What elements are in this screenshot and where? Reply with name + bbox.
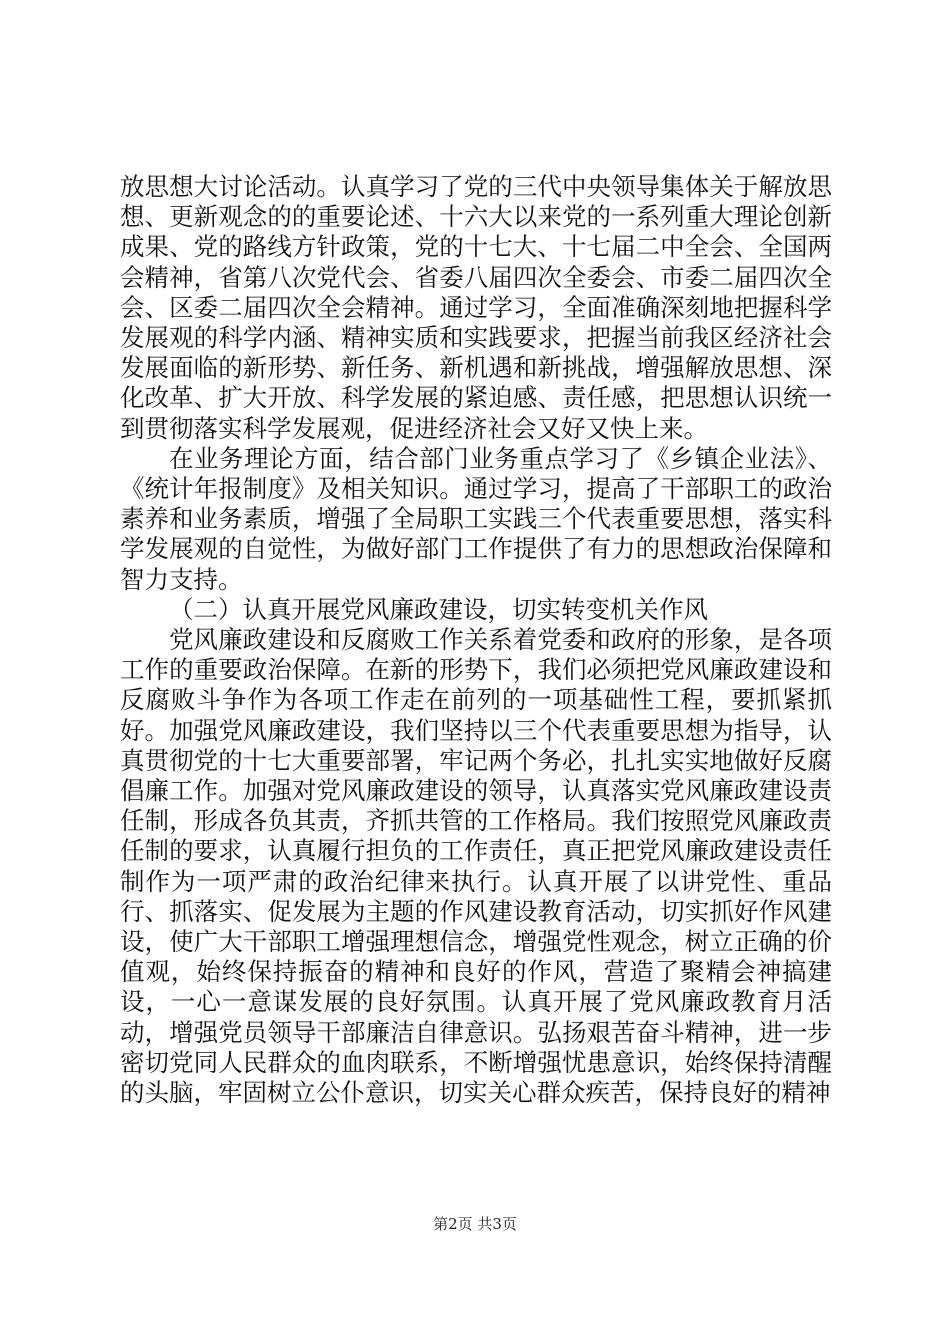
paragraph-study-overview: 放思想大讨论活动。认真学习了党的三代中央领导集体关于解放思想、更新观念的的重要论述、十六大以来党的一系列重大理论创新成果、党的路线方针政策，党的十七大、十七届二中全会、全国两会精神，省第八次党代会、省委八届四次全委会、市委二届四次全会、区委二届四次全会精神。通过学习，全面准确深刻地把握科学发展观的科学内涵、精神实质和实践要求，把握当前我区经济社会发展面临的新形势、新任务、新机遇和新挑战，增强解放思想、深化改革、扩大开放、科学发展的紧迫感、责任感，把思想认识统一到贯彻落实科学发展观，促进经济社会又好又快上来。 <box>120 172 832 443</box>
page-footer <box>0 1214 950 1234</box>
paragraph-integrity-building: 党风廉政建设和反腐败工作关系着党委和政府的形象，是各项工作的重要政治保障。在新的形势下，我们必须把党风廉政建设和反腐败斗争作为各项工作走在前列的一项基础性工程，要抓紧抓好。加强党风廉政建设，我们坚持以三个代表重要思想为指导，认真贯彻党的十七大重要部署，牢记两个务必，扎扎实实地做好反腐倡廉工作。加强对党风廉政建设的领导，认真落实党风廉政建设责任制，形成各负其责，齐抓共管的工作格局。我们按照党风廉政责任制的要求，认真履行担负的工作责任，真正把党风廉政建设责任制作为一项严肃的政治纪律来执行。认真开展了以讲党性、重品行、抓落实、促发展为主题的作风建设教育活动，切实抓好作风建设，使广大干部职工增强理想信念，增强党性观念，树立正确的价值观，始终保持振奋的精神和良好的作风，营造了聚精会神搞建设，一心一意谋发展的良好氛围。认真开展了党风廉政教育月活动，增强党员领导干部廉洁自律意识。弘扬艰苦奋斗精神，进一步密切党同人民群众的血肉联系，不断增强忧患意识，始终保持清醒的头脑，牢固树立公仆意识，切实关心群众疾苦，保持良好的精神 <box>120 625 832 1108</box>
section-heading: （二）认真开展党风廉政建设，切实转变机关作风 <box>169 594 708 624</box>
paragraph-business-theory: 在业务理论方面，结合部门业务重点学习了《乡镇企业法》、《统计年报制度》及相关知识。通过学习，提高了干部职工的政治素养和业务素质，增强了全局职工实践三个代表重要思想，落实科学发展观的自觉性，为做好部门工作提供了有力的思想政治保障和智力支持。 <box>120 443 832 594</box>
document-body <box>120 172 832 1108</box>
page-number: 第2页 共3页 <box>433 1215 517 1233</box>
